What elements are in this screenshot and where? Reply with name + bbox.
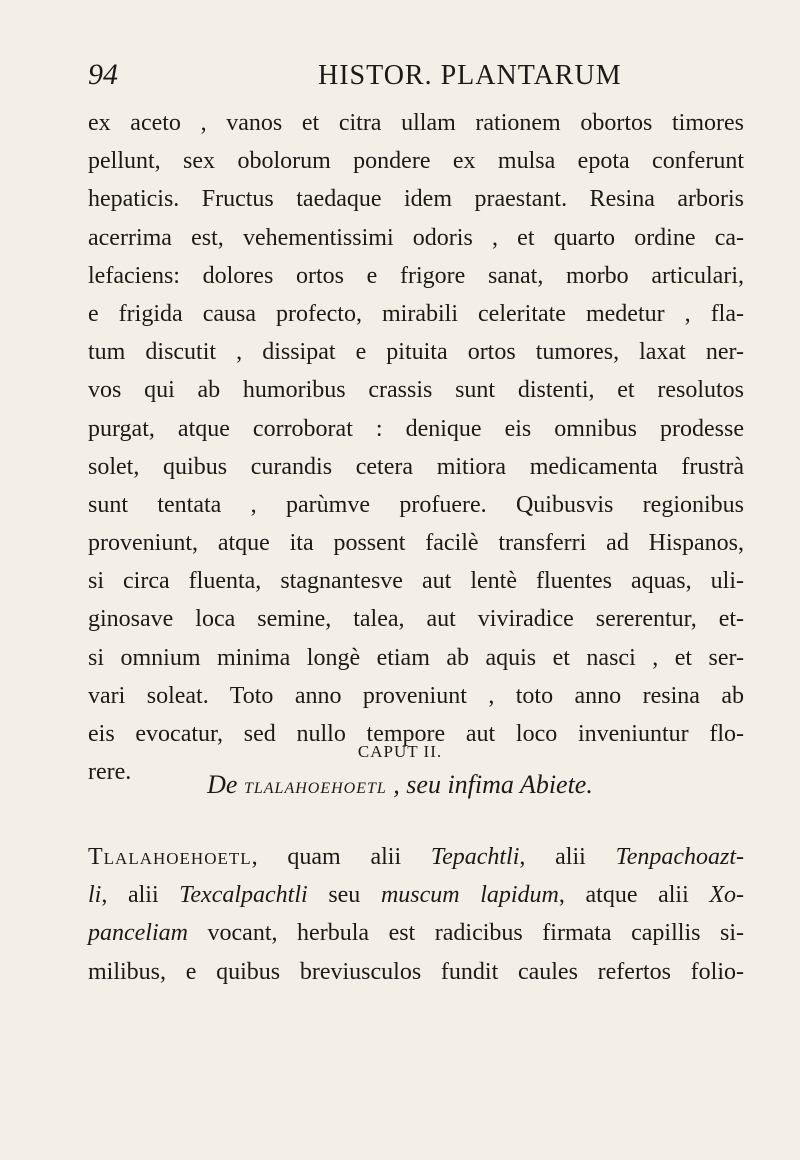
italic-span: Tepachtli [430, 844, 520, 870]
text-line [88, 838, 744, 876]
italic-span: panceliam [88, 920, 188, 947]
text-line: vos qui ab humoribus crassis sunt distenti, et resolutos [88, 377, 744, 404]
text-line: eis evocatur, sed nullo tempore aut loco inveniuntur flo- [88, 721, 744, 747]
text-line: rere. [88, 759, 132, 786]
text-line: sunt tentata , parùmve profuere. Quibusvis regionibus [88, 491, 744, 518]
text-span: , alii [101, 882, 159, 909]
text-line: milibus, e quibus breviusculos fundit caules refertos folio- [88, 958, 744, 985]
text-line: ginosave loca semine, talea, aut viviradice sererentur, et- [88, 606, 744, 633]
chapter-title-name: TLALAHOEHOETL [243, 780, 387, 797]
text-line [88, 876, 744, 914]
text-line: vari soleat. Toto anno proveniunt , toto anno resina ab [88, 682, 744, 709]
text-span: , quam alii [251, 844, 402, 870]
text-line: tum discutit , dissipat e pituita ortos tumores, laxat ner- [88, 339, 744, 366]
chapter-paragraph [88, 838, 744, 991]
text-line: lefaciens: dolores ortos e frigore sanat, morbo articulari, [88, 262, 744, 289]
paragraph-continuation [88, 104, 744, 791]
text-line: proveniunt, atque ita possent facilè transferri ad Hispanos, [88, 530, 744, 557]
text-line: purgat, atque corroborat : denique eis omnibus prodesse [88, 415, 744, 442]
italic-span: li [88, 882, 102, 909]
text-line: acerrima est, vehementissimi odoris , et quarto ordine ca- [88, 224, 744, 251]
chapter-title [0, 770, 800, 800]
text-line: si circa fluenta, stagnantesve aut lentè fluentes aquas, uli- [88, 568, 744, 595]
chapter-title-de: De [207, 770, 238, 799]
text-span: , atque alii [558, 882, 689, 909]
italic-span: Xo- [709, 882, 745, 909]
text-span: vocant, herbula est radicibus firmata capillis si- [207, 920, 744, 947]
text-line [88, 914, 744, 952]
text-line: ex aceto , vanos et citra ullam rationem obortos timores [88, 110, 744, 136]
italic-span: Texcalpachtli [179, 882, 308, 909]
chapter-title-rest: , seu infima Abiete. [393, 770, 593, 799]
text-line: si omnium minima longè etiam ab aquis et nasci , et ser- [88, 644, 744, 671]
chapter-number: CAPUT II. [357, 742, 443, 761]
text-line: solet, quibus curandis cetera mitiora medicamenta frustrà [88, 453, 744, 480]
running-head: HISTOR. PLANTARUM [318, 60, 622, 91]
text-span: , alii [519, 844, 586, 870]
page-header [88, 58, 728, 98]
text-line: pellunt, sex obolorum pondere ex mulsa epota conferunt [88, 148, 744, 175]
italic-span: muscum lapidum [380, 882, 559, 909]
text-line: e frigida causa profecto, mirabili celeritate medetur , fla- [88, 300, 744, 327]
page-number: 94 [88, 58, 118, 91]
text-span: seu [328, 882, 361, 909]
text-line: hepaticis. Fructus taedaque idem praestant. Resina arboris [88, 186, 744, 213]
italic-span: Tenpachoazt- [615, 844, 745, 870]
plant-name: Tlalahoehoetl [88, 844, 252, 870]
